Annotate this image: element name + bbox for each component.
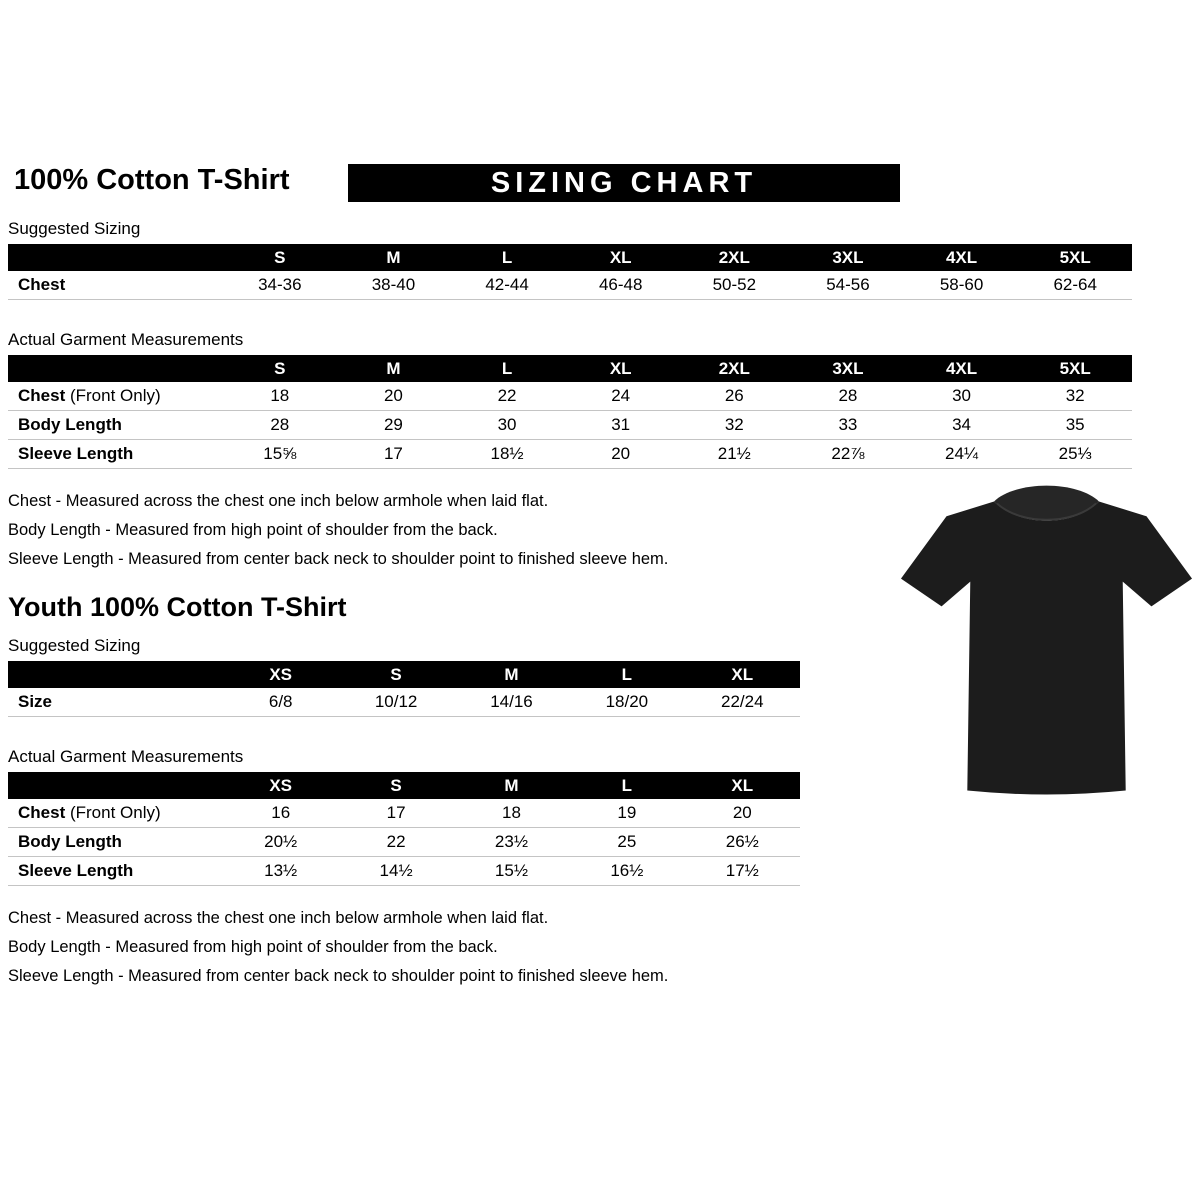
size-header-cell: XL	[564, 244, 678, 271]
youth-actual-label: Actual Garment Measurements	[8, 747, 244, 766]
measurement-cell: 32	[678, 411, 792, 440]
size-header-cell: M	[337, 244, 451, 271]
size-header-cell: M	[454, 661, 569, 688]
measurement-cell: 26	[678, 382, 792, 411]
table-row	[8, 411, 1132, 440]
table-row	[8, 799, 800, 828]
size-header-cell: XS	[223, 772, 338, 799]
measurement-cell: 18	[454, 799, 569, 828]
measurement-cell: 31	[564, 411, 678, 440]
header-row	[8, 772, 800, 799]
measurement-cell: 14/16	[454, 688, 569, 717]
size-header-cell: XL	[685, 772, 800, 799]
row-label	[8, 382, 223, 411]
measurement-cell: 17	[338, 799, 453, 828]
measurement-cell: 38-40	[337, 271, 451, 300]
measurement-cell: 14½	[338, 857, 453, 886]
measurement-cell: 17	[337, 440, 451, 469]
size-header-cell: L	[569, 772, 684, 799]
measurement-cell: 19	[569, 799, 684, 828]
row-label-text: Sleeve Length	[18, 444, 134, 463]
measurement-cell: 15½	[454, 857, 569, 886]
size-header-cell: 2XL	[678, 355, 792, 382]
size-header-cell: XL	[564, 355, 678, 382]
size-header-cell: S	[223, 355, 337, 382]
measurement-cell: 13½	[223, 857, 338, 886]
table-row	[8, 857, 800, 886]
measurement-cell: 26½	[685, 828, 800, 857]
size-header-cell	[8, 244, 223, 271]
size-header-cell: 5XL	[1018, 244, 1132, 271]
row-label-text: Size	[18, 692, 53, 711]
header-row	[8, 244, 1132, 271]
table-row	[8, 440, 1132, 469]
row-label-text: Body Length	[18, 415, 122, 434]
page-title: 100% Cotton T-Shirt	[14, 164, 290, 196]
size-header-cell: 3XL	[791, 244, 905, 271]
youth-title: Youth 100% Cotton T-Shirt	[8, 592, 347, 622]
size-header-cell	[8, 772, 223, 799]
adult-suggested-label: Suggested Sizing	[8, 219, 141, 238]
row-label	[8, 828, 223, 857]
youth-suggested-label: Suggested Sizing	[8, 636, 141, 655]
measurement-cell: 6/8	[223, 688, 338, 717]
size-header-cell: 2XL	[678, 244, 792, 271]
table-row	[8, 828, 800, 857]
measurement-cell: 28	[791, 382, 905, 411]
title-row	[8, 164, 1148, 206]
measurement-cell: 20	[337, 382, 451, 411]
measurement-cell: 22⅞	[791, 440, 905, 469]
note-chest: Chest - Measured across the chest one inch below armhole when laid flat.	[8, 909, 549, 927]
row-label	[8, 688, 223, 717]
tshirt-graphic	[898, 478, 1195, 813]
header-row	[8, 355, 1132, 382]
row-label	[8, 799, 223, 828]
measurement-cell: 35	[1018, 411, 1132, 440]
tshirt-image	[898, 478, 1195, 813]
measurement-cell: 28	[223, 411, 337, 440]
measurement-cell: 29	[337, 411, 451, 440]
size-header-cell: XL	[685, 661, 800, 688]
size-header-cell	[8, 661, 223, 688]
note-sleeve-length: Sleeve Length - Measured from center back neck to shoulder point to finished sleeve hem.	[8, 967, 669, 985]
size-header-cell: M	[454, 772, 569, 799]
measurement-cell: 20	[564, 440, 678, 469]
measurement-cell: 62-64	[1018, 271, 1132, 300]
size-header-cell	[8, 355, 223, 382]
size-header-cell: 3XL	[791, 355, 905, 382]
size-header-cell: 5XL	[1018, 355, 1132, 382]
size-header-cell: 4XL	[905, 244, 1019, 271]
row-label	[8, 440, 223, 469]
sizing-chart-banner: SIZING CHART	[348, 164, 900, 202]
adult-suggested-table	[8, 244, 1132, 300]
measurement-cell: 50-52	[678, 271, 792, 300]
row-label	[8, 411, 223, 440]
measurement-cell: 16½	[569, 857, 684, 886]
table-row	[8, 271, 1132, 300]
size-header-cell: S	[338, 661, 453, 688]
measurement-cell: 54-56	[791, 271, 905, 300]
measurement-cell: 30	[905, 382, 1019, 411]
measurement-cell: 20	[685, 799, 800, 828]
row-label-suffix: (Front Only)	[69, 803, 161, 822]
measurement-cell: 10/12	[338, 688, 453, 717]
row-label-suffix: (Front Only)	[69, 386, 161, 405]
measurement-cell: 22	[450, 382, 564, 411]
measurement-cell: 58-60	[905, 271, 1019, 300]
size-header-cell: M	[337, 355, 451, 382]
measurement-cell: 16	[223, 799, 338, 828]
measurement-cell: 32	[1018, 382, 1132, 411]
measurement-cell: 46-48	[564, 271, 678, 300]
size-header-cell: L	[450, 244, 564, 271]
measurement-cell: 33	[791, 411, 905, 440]
measurement-cell: 34	[905, 411, 1019, 440]
adult-actual-label: Actual Garment Measurements	[8, 330, 244, 349]
measurement-cell: 20½	[223, 828, 338, 857]
measurement-cell: 25	[569, 828, 684, 857]
tshirt-body	[901, 501, 1192, 794]
row-label-text: Chest	[18, 803, 66, 822]
youth-notes	[8, 904, 1148, 991]
size-header-cell: L	[569, 661, 684, 688]
youth-actual-table	[8, 772, 800, 886]
row-label-text: Sleeve Length	[18, 861, 134, 880]
row-label	[8, 857, 223, 886]
measurement-cell: 18	[223, 382, 337, 411]
table-row	[8, 382, 1132, 411]
note-sleeve-length: Sleeve Length - Measured from center back neck to shoulder point to finished sleeve hem.	[8, 550, 669, 568]
note-body-length: Body Length - Measured from high point of shoulder from the back.	[8, 938, 498, 956]
measurement-cell: 22	[338, 828, 453, 857]
row-label-text: Chest	[18, 386, 66, 405]
measurement-cell: 25⅓	[1018, 440, 1132, 469]
measurement-cell: 24	[564, 382, 678, 411]
header-row	[8, 661, 800, 688]
measurement-cell: 18½	[450, 440, 564, 469]
size-header-cell: 4XL	[905, 355, 1019, 382]
measurement-cell: 34-36	[223, 271, 337, 300]
youth-suggested-table	[8, 661, 800, 717]
row-label-text: Chest	[18, 275, 66, 294]
note-body-length: Body Length - Measured from high point of shoulder from the back.	[8, 521, 498, 539]
row-label-text: Body Length	[18, 832, 122, 851]
measurement-cell: 42-44	[450, 271, 564, 300]
size-header-cell: S	[223, 244, 337, 271]
adult-actual-table	[8, 355, 1132, 469]
row-label	[8, 271, 223, 300]
measurement-cell: 24¼	[905, 440, 1019, 469]
size-header-cell: XS	[223, 661, 338, 688]
measurement-cell: 17½	[685, 857, 800, 886]
table-row	[8, 688, 800, 717]
size-header-cell: S	[338, 772, 453, 799]
measurement-cell: 30	[450, 411, 564, 440]
size-header-cell: L	[450, 355, 564, 382]
measurement-cell: 15⅝	[223, 440, 337, 469]
note-chest: Chest - Measured across the chest one inch below armhole when laid flat.	[8, 492, 549, 510]
measurement-cell: 18/20	[569, 688, 684, 717]
measurement-cell: 21½	[678, 440, 792, 469]
measurement-cell: 22/24	[685, 688, 800, 717]
measurement-cell: 23½	[454, 828, 569, 857]
